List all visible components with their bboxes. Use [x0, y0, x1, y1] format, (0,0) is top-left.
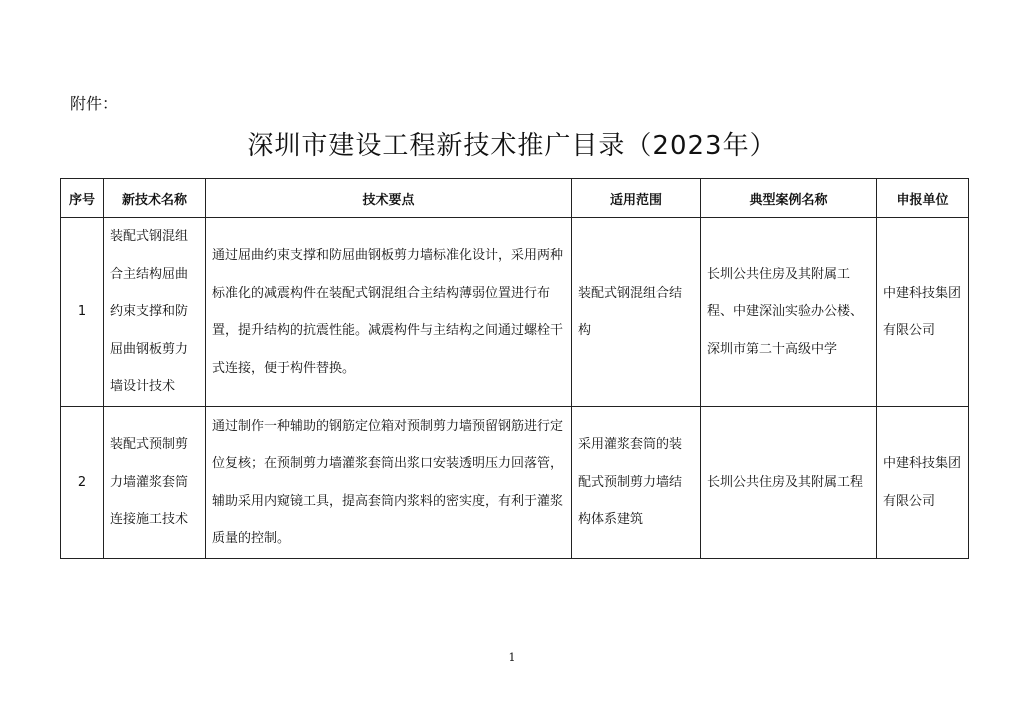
header-scope: 适用范围: [572, 179, 701, 218]
technology-catalog-table: [60, 178, 969, 559]
cell-applicant: 中建科技集团有限公司: [877, 218, 969, 407]
table-row: [61, 407, 969, 559]
cell-key-points: 通过制作一种辅助的钢筋定位箱对预制剪力墙预留钢筋进行定位复核；在预制剪力墙灌浆套筒出浆口安装透明压力回落管，辅助采用内窥镜工具，提高套筒内浆料的密实度，有利于灌浆质量的控制。: [206, 407, 572, 559]
cell-scope: 装配式钢混组合结构: [572, 218, 701, 407]
cell-applicant: 中建科技集团有限公司: [877, 407, 969, 559]
cell-tech-name: 装配式钢混组合主结构屈曲约束支撑和防屈曲钢板剪力墙设计技术: [104, 218, 206, 407]
cell-seq: 2: [61, 407, 104, 559]
attachment-label: 附件：: [70, 94, 119, 113]
cell-scope: 采用灌浆套筒的装配式预制剪力墙结构体系建筑: [572, 407, 701, 559]
header-seq: 序号: [61, 179, 104, 218]
cell-tech-name: 装配式预制剪力墙灌浆套筒连接施工技术: [104, 407, 206, 559]
table-row: [61, 218, 969, 407]
header-applicant: 申报单位: [877, 179, 969, 218]
header-key-points: 技术要点: [206, 179, 572, 218]
cell-key-points: 通过屈曲约束支撑和防屈曲钢板剪力墙标准化设计，采用两种标准化的减震构件在装配式钢混组合主结构薄弱位置进行布置，提升结构的抗震性能。减震构件与主结构之间通过螺栓干式连接，便于构件替换。: [206, 218, 572, 407]
page-number: 1: [508, 651, 516, 664]
header-tech-name: 新技术名称: [104, 179, 206, 218]
cell-cases: 长圳公共住房及其附属工程: [701, 407, 877, 559]
cell-cases: 长圳公共住房及其附属工程、中建深汕实验办公楼、深圳市第二十高级中学: [701, 218, 877, 407]
cell-seq: 1: [61, 218, 104, 407]
document-title: 深圳市建设工程新技术推广目录（2023年）: [247, 131, 777, 161]
header-cases: 典型案例名称: [701, 179, 877, 218]
table-header-row: [61, 179, 969, 218]
